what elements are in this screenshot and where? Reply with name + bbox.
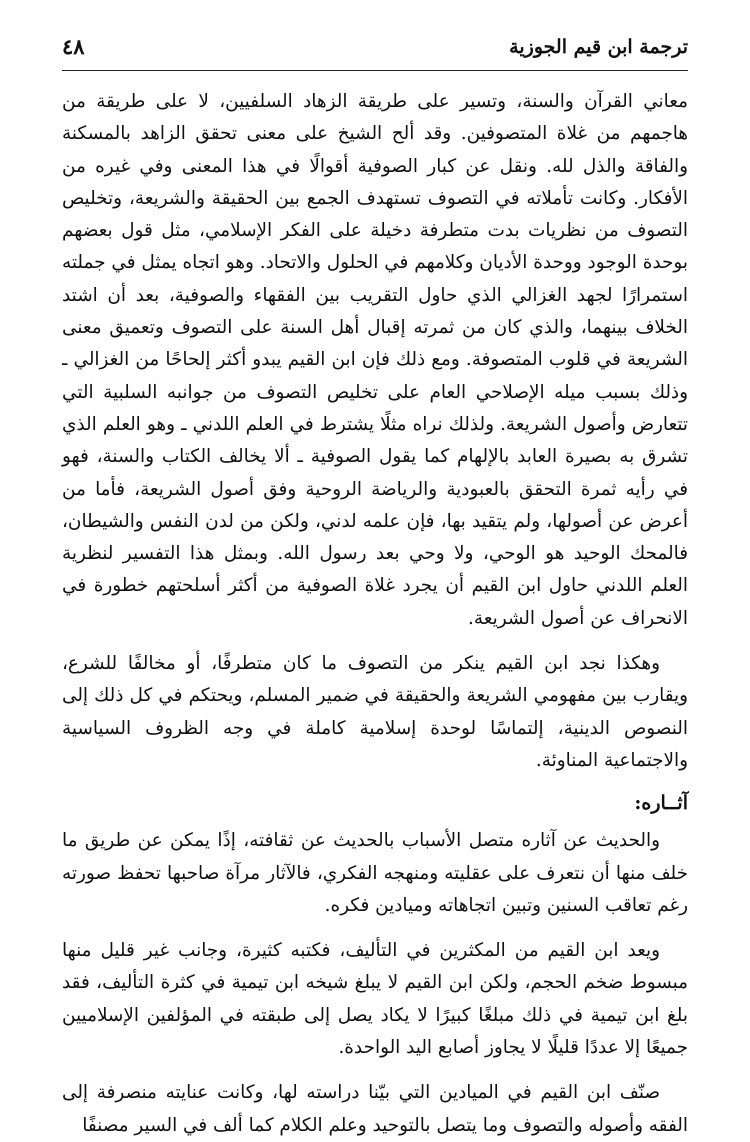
paragraph-1: معاني القرآن والسنة، وتسير على طريقة الزهاد السلفيين، لا على طريقة من هاجمهم من غلاة المتصوفين. وقد ألح الشيخ على معنى تحقق الزاهد بالمسكنة والفاقة والذل لله. ونقل عن كبار الصوفية أقوالًا في هذا المعنى وفي غيره من الأفكار. وكانت تأملاته في التصوف تستهدف الجمع بين الحقيقة والشريعة، وتخليص التصوف من نظريات بدت متطرفة دخيلة على الفكر الإسلامي، مثل قول بعضهم بوحدة الوجود ووحدة الأديان وكلامهم في الحلول والاتحاد. وهو اتجاه يمثل في جملته استمرارًا لجهد الغزالي الذي حاول التقريب بين الفقهاء والصوفية، بعد أن اشتد الخلاف بينهما، والذي كان من ثمرته إقبال أهل السنة على التصوف وتعميق معنى الشريعة في قلوب المتصوفة. ومع ذلك فإن ابن القيم يبدو أكثر إلحاحًا من الغزالي ـ وذلك بسبب ميله الإصلاحي العام على تخليص التصوف من جوانبه السلبية التي تتعارض وأصول الشريعة. ولذلك نراه مثلًا يشترط في العلم اللدني ـ وهو العلم الذي تشرق به بصيرة العابد بالإلهام كما يقول الصوفية ـ ألا يخالف الكتاب والسنة، فهو في رأيه ثمرة التحقق بالعبودية والرياضة الروحية وفق أصول الشريعة، فأما من أعرض عن أصولها، ولم يتقيد بها، فإن علمه لدني، ولكن من لدن النفس والشيطان، فالمحك الوحيد هو الوحي، ولا وحي بعد رسول الله. وبمثل هذا التفسير لنظرية العلم اللدني حاول ابن القيم أن يجرد غلاة الصوفية من أكثر أسلحتهم خطورة في الانحراف عن أصول الشريعة. xyxy=(62,91,688,629)
section-heading: آثــاره: xyxy=(634,792,688,815)
paragraph-3: والحديث عن آثاره متصل الأسباب بالحديث عن ثقافته، إذًا يمكن عن طريق ما خلف منها أن نتعرف على عقليته ومنهجه الفكري، فالآثار مرآة صاحبها تحفظ صورته رغم تعاقب السنين وتبين اتجاهاته وميادين فكره. xyxy=(62,830,689,916)
paragraph-4: ويعد ابن القيم من المكثرين في التأليف، فكتبه كثيرة، وجانب غير قليل منها مبسوط ضخم الحجم، ولكن ابن القيم لا يبلغ شيخه ابن تيمية في كثرة التأليف، فقد بلغ ابن تيمية في ذلك مبلغًا كبيرًا لا يكاد يصل إلى طبقته في المؤلفين الإسلاميين جميعًا إلا عددًا قليلًا لا يجاوز أصابع اليد الواحدة. xyxy=(62,940,688,1059)
page-number: ٤٨ xyxy=(62,34,85,59)
page-body xyxy=(62,86,688,1142)
paragraph-5: صنّف ابن القيم في الميادين التي بيّنا دراسته لها، وكانت عنايته منصرفة إلى الفقه وأصوله والتصوف وما يتصل بالتوحيد وعلم الكلام كما ألف في السير مصنفًا xyxy=(62,1082,688,1136)
page-header xyxy=(62,30,688,71)
running-title: ترجمة ابن قيم الجوزية xyxy=(509,36,688,58)
paragraph-2: وهكذا نجد ابن القيم ينكر من التصوف ما كان متطرفًا، أو مخالفًا للشرع، ويقارب بين مفهومي الشريعة والحقيقة في ضمير المسلم، ويحتكم في كل ذلك إلى النصوص الدينية، إلتماسًا لوحدة إسلامية كاملة في وجه الظروف السياسية والاجتماعية المناوئة. xyxy=(62,653,688,771)
